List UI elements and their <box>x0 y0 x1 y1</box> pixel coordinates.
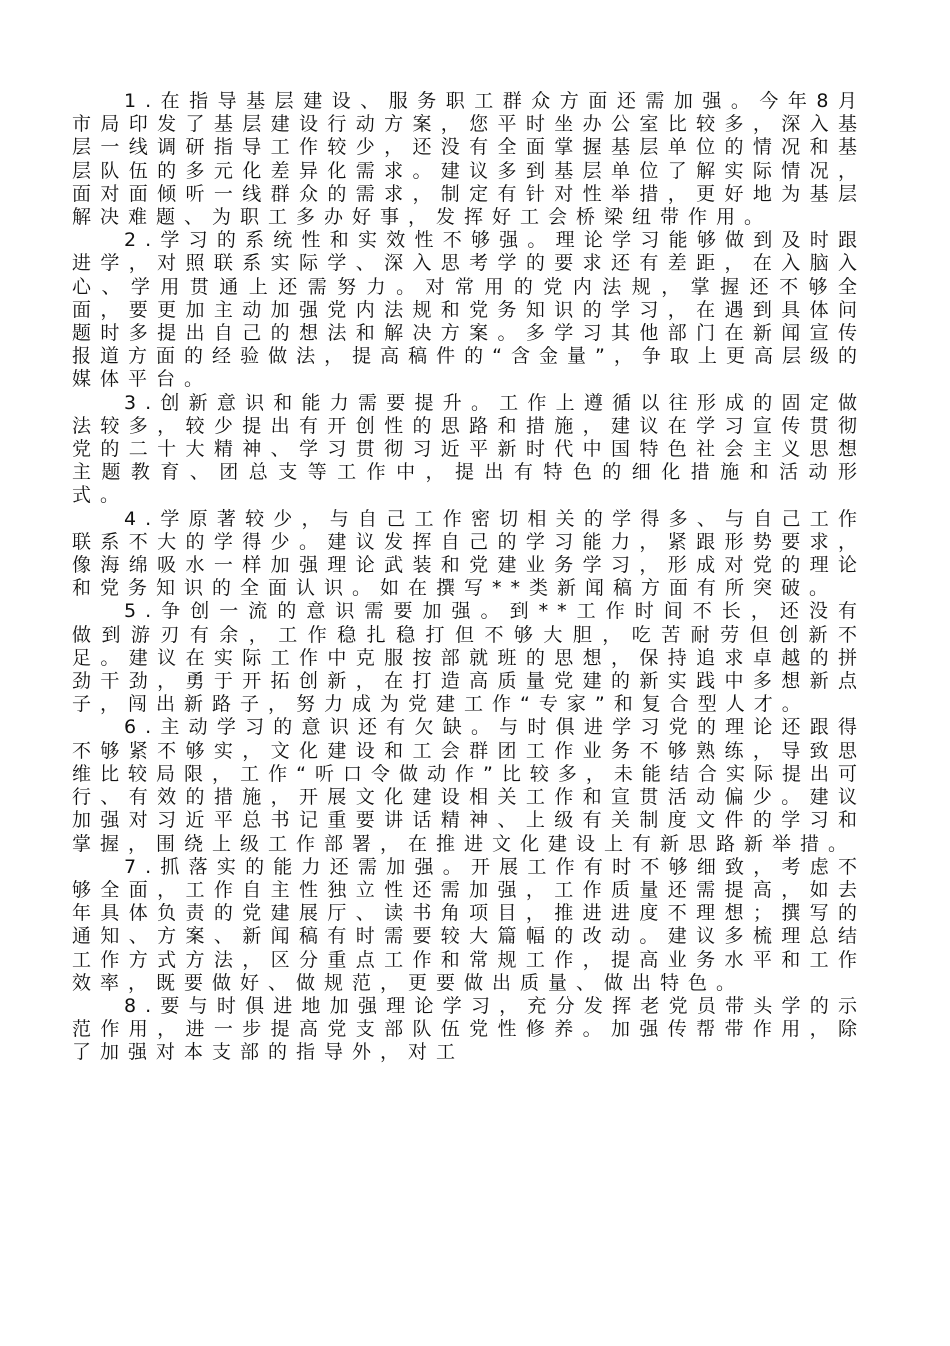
paragraph-2: 2.学习的系统性和实效性不够强。理论学习能够做到及时跟进学，对照联系实际学、深入思考学的要求还有差距，在入脑入心、学用贯通上还需努力。对常用的党内法规，掌握还不够全面，要更加主动加强党内法规和党务知识的学习，在遇到具体问题时多提出自己的想法和解决方案。多学习其他部门在新闻宣传报道方面的经验做法，提高稿件的“含金量”，争取上更高层级的媒体平台。 <box>72 229 866 391</box>
paragraph-5: 5.争创一流的意识需要加强。到**工作时间不长，还没有做到游刃有余，工作稳扎稳打但不够大胆，吃苦耐劳但创新不足。建议在实际工作中克服按部就班的思想，保持追求卓越的拼劲干劲，勇于开拓创新，在打造高质量党建的新实践中多想新点子，闯出新路子，努力成为党建工作“专家”和复合型人才。 <box>72 600 866 716</box>
paragraph-4: 4.学原著较少，与自己工作密切相关的学得多、与自己工作联系不大的学得少。建议发挥自己的学习能力，紧跟形势要求，像海绵吸水一样加强理论武装和党建业务学习，形成对党的理论和党务知识的全面认识。如在撰写**类新闻稿方面有所突破。 <box>72 507 866 600</box>
paragraph-8: 8.要与时俱进地加强理论学习，充分发挥老党员带头学的示范作用，进一步提高党支部队伍党性修养。加强传帮带作用，除了加强对本支部的指导外，对工 <box>72 994 866 1064</box>
paragraph-7: 7.抓落实的能力还需加强。开展工作有时不够细致，考虑不够全面，工作自主性独立性还需加强，工作质量还需提高，如去年具体负责的党建展厅、读书角项目，推进进度不理想；撰写的通知、方案、新闻稿有时需要较大篇幅的改动。建议多梳理总结工作方式方法，区分重点工作和常规工作，提高业务水平和工作效率，既要做好、做规范，更要做出质量、做出特色。 <box>72 855 866 994</box>
paragraph-6: 6.主动学习的意识还有欠缺。与时俱进学习党的理论还跟得不够紧不够实，文化建设和工会群团工作业务不够熟练，导致思维比较局限，工作“听口令做动作”比较多，未能结合实际提出可行、有效的措施，开展文化建设相关工作和宣贯活动偏少。建议加强对习近平总书记重要讲话精神、上级有关制度文件的学习和掌握，围绕上级工作部署，在推进文化建设上有新思路新举措。 <box>72 716 866 855</box>
document-page <box>72 90 866 1065</box>
paragraph-1: 1.在指导基层建设、服务职工群众方面还需加强。今年8月市局印发了基层建设行动方案，您平时坐办公室比较多，深入基层一线调研指导工作较少，还没有全面掌握基层单位的情况和基层队伍的多元化差异化需求。建议多到基层单位了解实际情况，面对面倾听一线群众的需求，制定有针对性举措，更好地为基层解决难题、为职工多办好事，发挥好工会桥梁纽带作用。 <box>72 90 866 229</box>
paragraph-3: 3.创新意识和能力需要提升。工作上遵循以往形成的固定做法较多，较少提出有开创性的思路和措施，建议在学习宣传贯彻党的二十大精神、学习贯彻习近平新时代中国特色社会主义思想主题教育、团总支等工作中，提出有特色的细化措施和活动形式。 <box>72 391 866 507</box>
